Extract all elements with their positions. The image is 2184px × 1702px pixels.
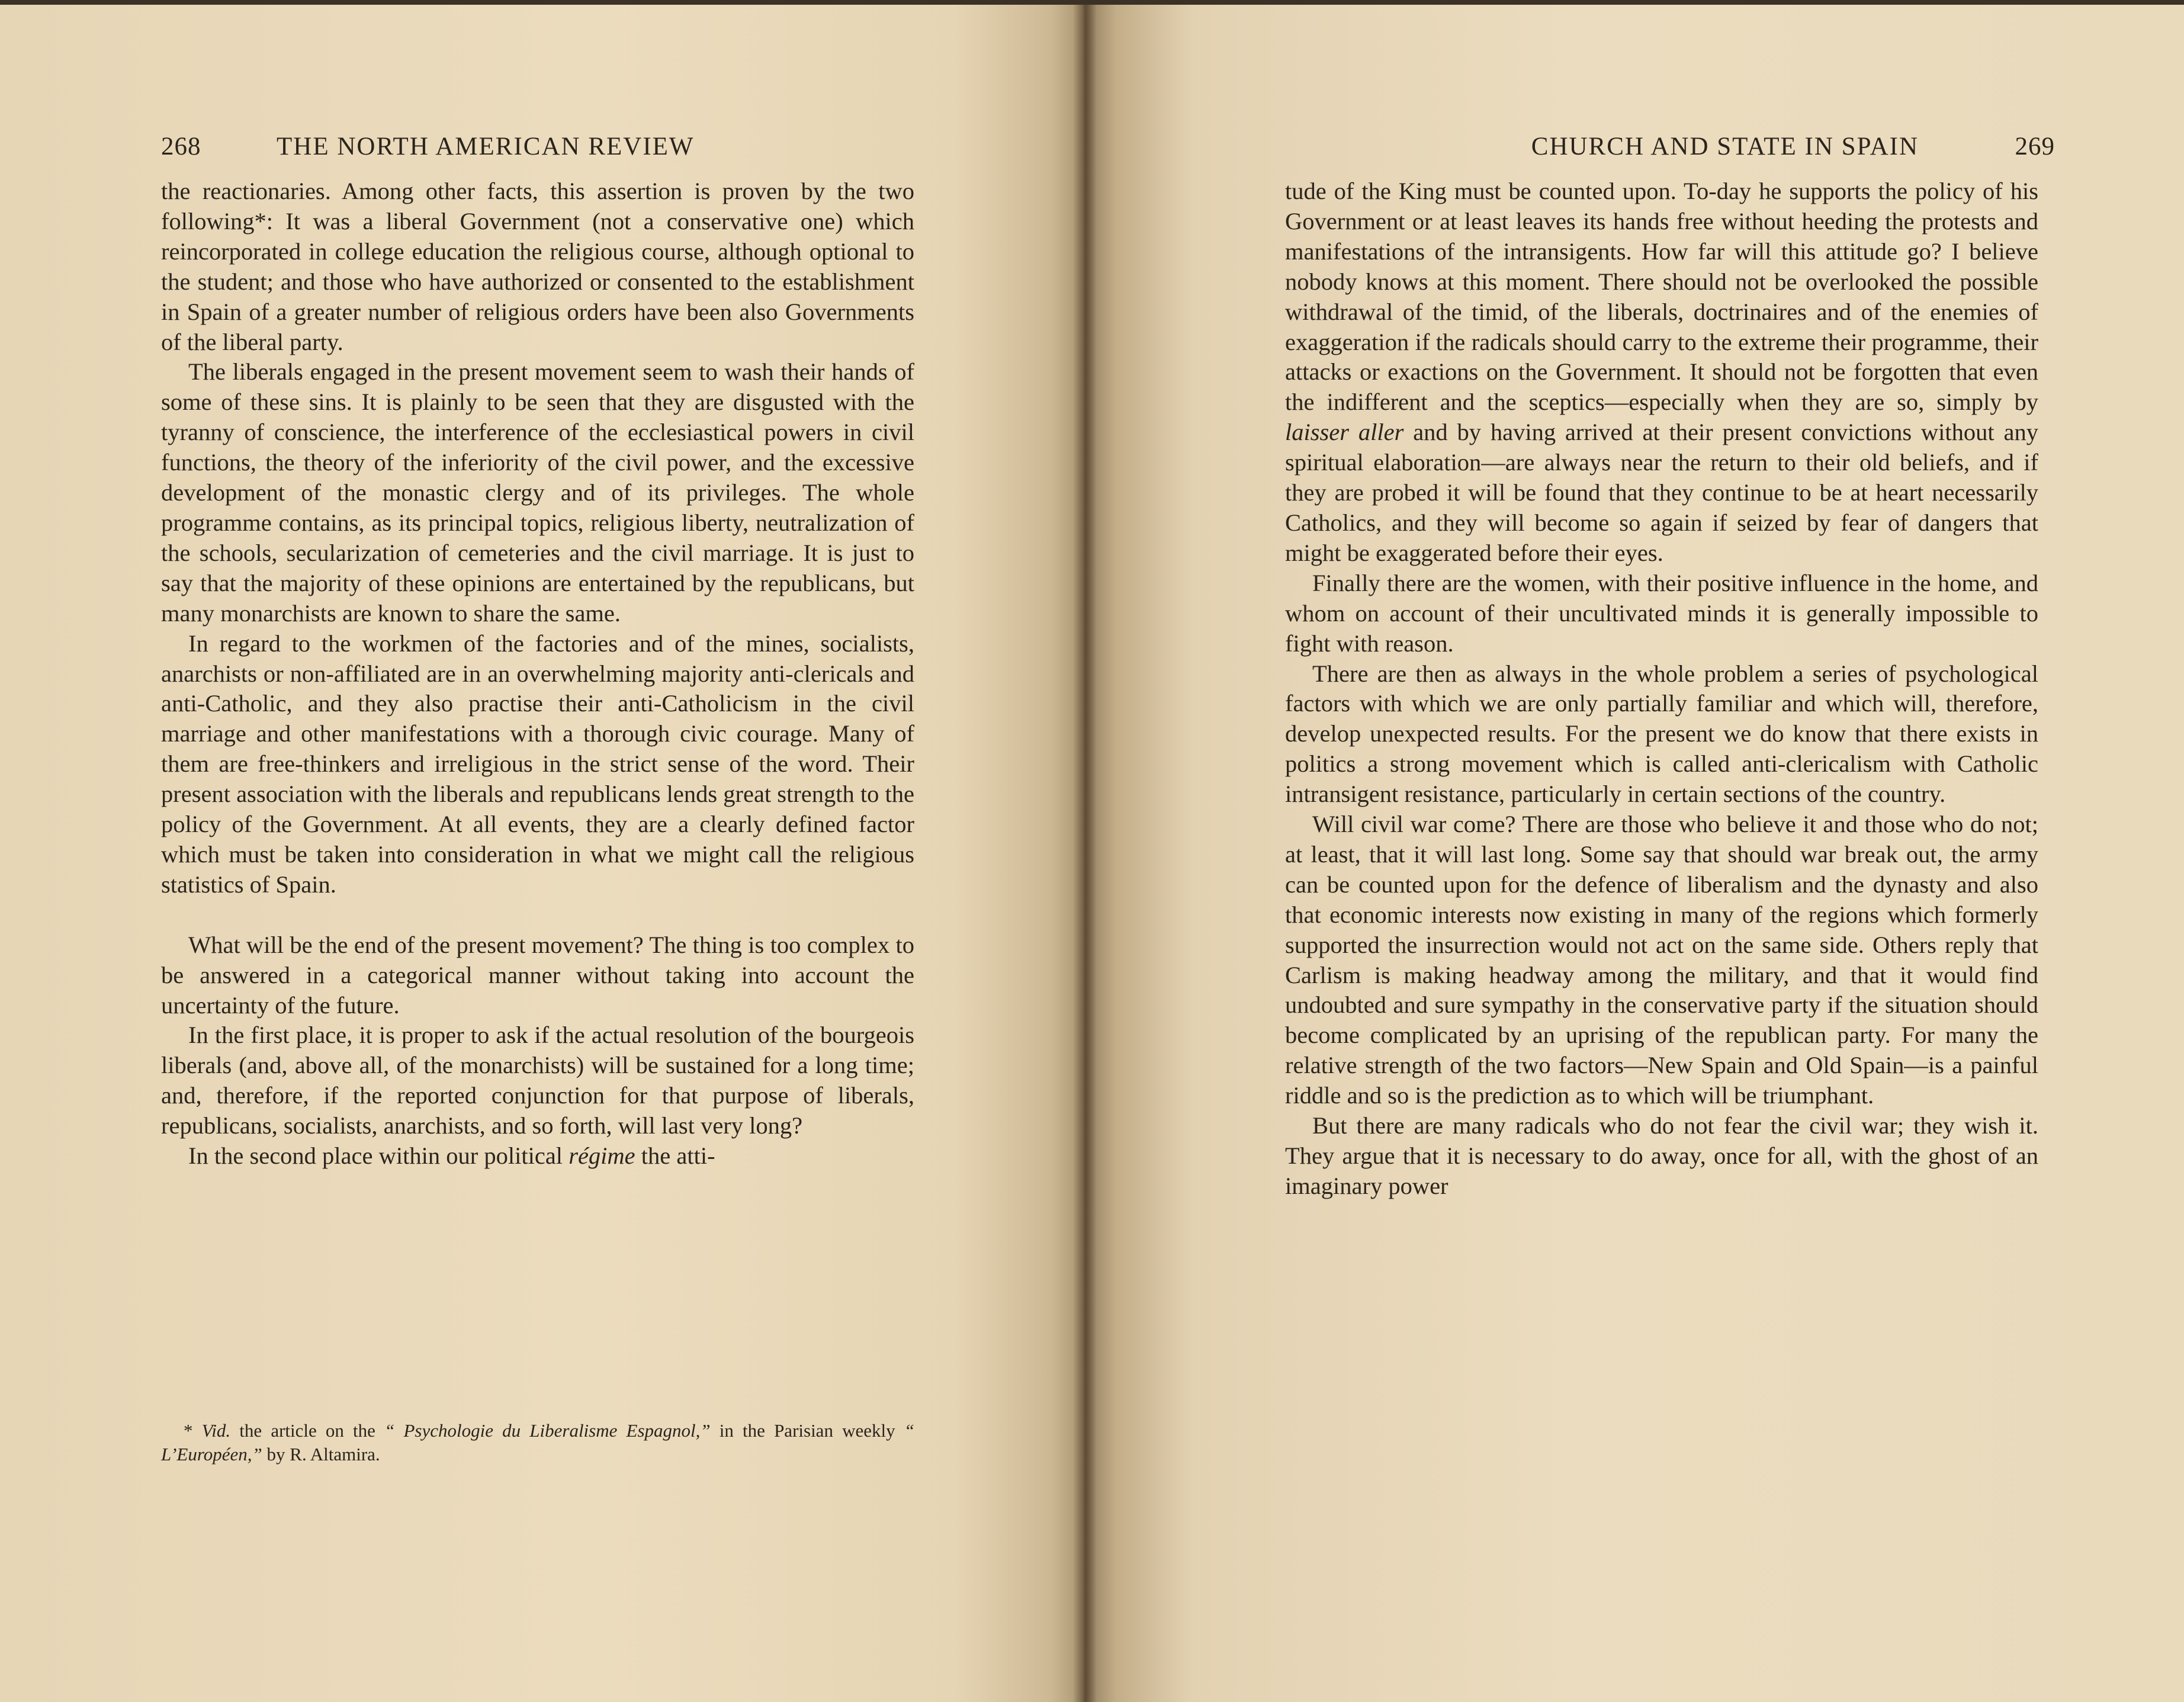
footnote-article-title: “ Psychologie du Liberalisme Espagnol,” <box>384 1420 711 1441</box>
paragraph: Finally there are the women, with their positive influence in the home, and whom on account of their uncultivated minds it is generally impossible to fight with reason. <box>1285 569 2038 657</box>
paragraph: the reactionaries. Among other facts, this assertion is proven by the two following*: It was a liberal Government (not a conservative one) which reincorporated in college education the religious course, although optional to the student; and those who have authorized or consented to the establishment in Spain of a greater number of religious orders have been also Governments of the liberal party. <box>161 178 914 355</box>
paragraph-text: the atti- <box>635 1142 715 1170</box>
footnote-text-part: the article on the <box>230 1420 385 1441</box>
footnote-text-part: in the Parisian weekly <box>710 1420 904 1441</box>
footnote-text <box>161 1419 914 1466</box>
left-page <box>0 5 1084 1702</box>
right-page <box>1084 5 2184 1702</box>
paragraph-text: and by having arrived at their present convictions without any spiritual elaboration—are always near the return to their old beliefs, and if they are probed it will be found that they continue to be at heart necessarily Catholics, and they will become so again if seized by fear of dangers that might be exaggerated before their eyes. <box>1285 419 2038 566</box>
page-number: 268 <box>161 133 201 160</box>
italic-term: régime <box>569 1142 635 1170</box>
paragraph: In the first place, it is proper to ask if the actual resolution of the bourgeois liberals (and, above all, of the monarchists) will be sustained for a long time; and, therefore, if the reported conjunction for that purpose of liberals, republicans, socialists, anarchists, and so forth, will last very long? <box>161 1022 914 1139</box>
page-number: 269 <box>2015 133 2055 160</box>
footnote-mark: * <box>184 1420 202 1441</box>
paragraph <box>1285 176 2038 569</box>
paragraph: In regard to the workmen of the factories and of the mines, socialists, anarchists or non-affiliated are in an overwhelming majority anti-clericals and anti-Catholic, and they also practise their anti-Catholicism in the civil marriage and other manifestations with a thorough civic courage. Many of them are free-thinkers and irreligious in the strict sense of the word. Their present association with the liberals and republicans lends great strength to the policy of the Government. At all events, they are a clearly defined factor which must be taken into consideration in what we might call the religious statistics of Spain. <box>161 630 915 898</box>
book-gutter <box>1073 5 1097 1702</box>
footnote <box>161 1419 914 1466</box>
footnote-text-part: by R. Altamira. <box>262 1444 380 1465</box>
section-break <box>161 900 914 930</box>
right-page-header <box>1084 129 2055 165</box>
paragraph-text: tude of the King must be counted upon. To-day he supports the policy of his Government or at least leaves its hands free without heeding the protests and manifestations of the intransigents. How far will this attitude go? I believe nobody knows at this moment. There should not be overlooked the possible withdrawal of the timid, of the liberals, doctrinaires and of the enemies of exaggeration if the radicals should carry to the extreme their programme, their attacks or exactions on the Government. It should not be forgotten that even the indifferent and the sceptics—especially when they are so, simply by <box>1285 178 2038 416</box>
footnote-vid: Vid. <box>201 1420 231 1441</box>
running-head: THE NORTH AMERICAN REVIEW <box>277 133 695 160</box>
paragraph: But there are many radicals who do not fear the civil war; they wish it. They argue that it is necessary to do away, once for all, with the ghost of an imaginary power <box>1285 1112 2038 1199</box>
paragraph: Will civil war come? There are those who believe it and those who do not; at least, that it will last long. Some say that should war break out, the army can be counted upon for the defence of liberalism and the dynasty and also that economic interests now existing in many of the regions which formerly supported the insurrection would not act on the same side. Others reply that Carlism is making headway among the military, and that it would find undoubted and sure sympathy in the conservative party if the situation should become complicated by an uprising of the republican party. For many the relative strength of the two factors—New Spain and Old Spain—is a painful riddle and so is the prediction as to which will be triumphant. <box>1285 811 2038 1109</box>
right-page-body <box>1285 176 2038 1202</box>
paragraph-text: In the second place within our political <box>188 1142 569 1170</box>
italic-term: laisser aller <box>1285 419 1404 446</box>
paragraph: What will be the end of the present movement? The thing is too complex to be answered in a categorical manner without taking into account the uncertainty of the future. <box>161 931 914 1019</box>
left-page-body <box>161 176 914 1171</box>
running-head: CHURCH AND STATE IN SPAIN <box>1531 133 1919 160</box>
footnote-journal: “ L’Européen,” <box>161 1420 915 1465</box>
left-page-header <box>161 129 919 165</box>
paragraph: There are then as always in the whole problem a series of psychological factors with which we are only partially familiar and which will, therefore, develop unexpected results. For the present we do know that there exists in politics a strong movement which is called anti-clericalism with Catholic intransigent resistance, particularly in certain sections of the country. <box>1285 660 2038 808</box>
paragraph: The liberals engaged in the present movement seem to wash their hands of some of these sins. It is plainly to be seen that they are disgusted with the tyranny of conscience, the interference of the ecclesiastical powers in civil functions, the theory of the inferiority of the civil power, and the excessive development of the monastic clergy and of its privileges. The whole programme contains, as its principal topics, religious liberty, neutralization of the schools, secularization of cemeteries and the civil marriage. It is just to say that the majority of these opinions are entertained by the republicans, but many monarchists are known to share the same. <box>161 358 914 627</box>
paragraph <box>161 1141 914 1171</box>
